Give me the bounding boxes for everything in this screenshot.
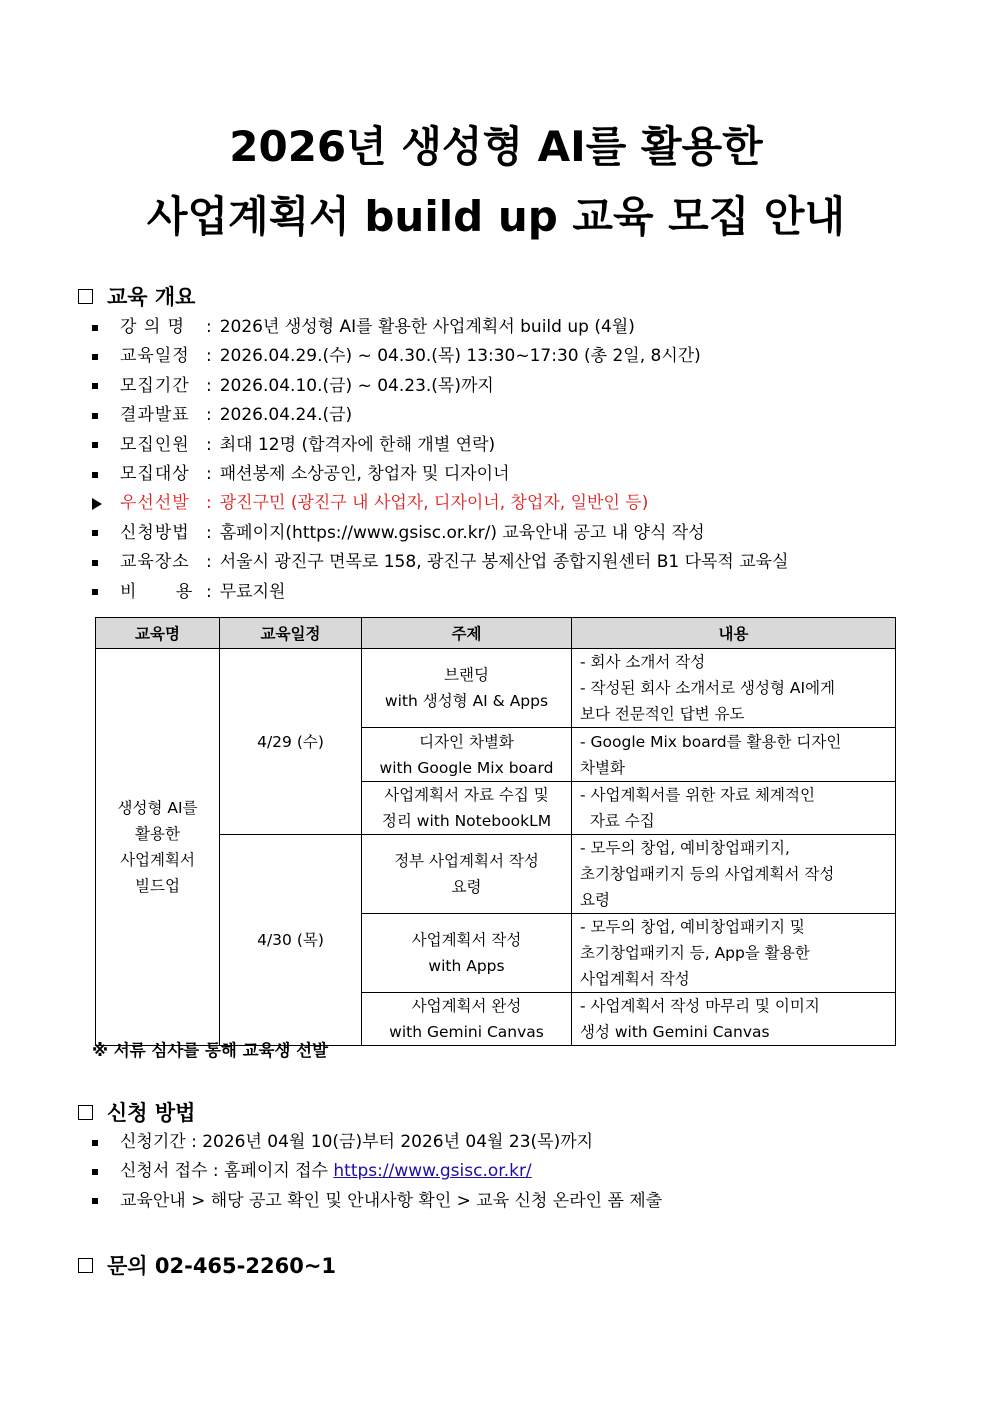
checkbox-square-icon	[78, 1258, 93, 1273]
overview-list	[90, 313, 789, 607]
item-value: 광진구민 (광진구 내 사업자, 디자이너, 창업자, 일반인 등)	[219, 493, 649, 514]
column-header: 내용	[572, 618, 896, 649]
date-cell: 4/29 (수)	[220, 649, 362, 835]
section-title: 신청 방법	[107, 1101, 196, 1125]
bullet-icon	[92, 1169, 98, 1175]
date-cell: 4/30 (목)	[220, 835, 362, 1046]
item-label: 신청방법	[120, 522, 190, 543]
list-item: 모집기간 : 2026.04.10.(금) ~ 04.23.(목)까지	[90, 372, 789, 401]
item-label: 모집인원	[120, 434, 190, 455]
bullet-icon	[92, 1198, 98, 1204]
content-cell: - 회사 소개서 작성 - 작성된 회사 소개서로 생성형 AI에게 보다 전문적인 답변 유도	[572, 649, 896, 728]
topic-cell: 사업계획서 작성 with Apps	[362, 914, 572, 993]
topic-cell: 브랜딩 with 생성형 AI & Apps	[362, 649, 572, 728]
item-label: 모집대상	[120, 463, 190, 484]
content-cell: - Google Mix board를 활용한 디자인 차별화	[572, 728, 896, 782]
bullet-icon	[92, 530, 98, 536]
list-item-priority: 우선선발 : 광진구민 (광진구 내 사업자, 디자이너, 창업자, 일반인 등)	[90, 489, 789, 518]
item-label: 비 용	[120, 581, 194, 602]
bullet-icon	[92, 442, 98, 448]
item-value: 2026.04.29.(수) ~ 04.30.(목) 13:30~17:30 (총 2일, 8시간)	[219, 346, 701, 367]
table-row	[96, 649, 896, 728]
section-contact-heading	[78, 1250, 336, 1280]
content-cell: - 사업계획서 작성 마무리 및 이미지 생성 with Gemini Canvas	[572, 993, 896, 1046]
item-label: 우선선발	[120, 493, 190, 514]
item-value: 2026년 생성형 AI를 활용한 사업계획서 build up (4월)	[219, 317, 635, 337]
checkbox-square-icon	[78, 1105, 93, 1120]
item-label: 강 의 명	[120, 317, 186, 337]
item-value: 패션봉제 소상공인, 창업자 및 디자이너	[219, 463, 510, 484]
item-label: 교육일정	[120, 346, 190, 367]
list-item: 교육장소 : 서울시 광진구 면목로 158, 광진구 봉제산업 종합지원센터 B1 다목적 교육실	[90, 548, 789, 577]
content-cell: - 모두의 창업, 예비창업패키지 및 초기창업패키지 등, App을 활용한 사업계획서 작성	[572, 914, 896, 993]
bullet-icon	[92, 383, 98, 389]
item-value: 서울시 광진구 면목로 158, 광진구 봉제산업 종합지원센터 B1 다목적 교육실	[219, 552, 789, 573]
item-value: 2026.04.24.(금)	[219, 405, 353, 426]
list-item: 모집대상 : 패션봉제 소상공인, 창업자 및 디자이너	[90, 460, 789, 489]
section-title: 교육 개요	[107, 285, 196, 309]
bullet-icon	[92, 589, 98, 595]
column-header: 교육명	[96, 618, 220, 649]
list-item: 교육일정 : 2026.04.29.(수) ~ 04.30.(목) 13:30~17:30 (총 2일, 8시간)	[90, 342, 789, 371]
list-item: 비 용 : 무료지원	[90, 578, 789, 607]
title-line-1: 2026년 생성형 AI를 활용한	[229, 122, 763, 171]
topic-cell: 정부 사업계획서 작성 요령	[362, 835, 572, 914]
content-cell: - 사업계획서를 위한 자료 체계적인 자료 수집	[572, 782, 896, 835]
topic-cell: 디자인 차별화 with Google Mix board	[362, 728, 572, 782]
section-apply-heading	[78, 1097, 195, 1127]
selection-note: ※ 서류 심사를 통해 교육생 선발	[92, 1041, 329, 1060]
page-title	[0, 112, 992, 252]
list-item: 교육안내 > 해당 공고 확인 및 안내사항 확인 > 교육 신청 온라인 폼 제출	[90, 1187, 662, 1216]
column-header: 교육일정	[220, 618, 362, 649]
course-name-cell: 생성형 AI를 활용한 사업계획서 빌드업	[96, 649, 220, 1046]
homepage-link[interactable]: https://www.gsisc.or.kr/	[333, 1161, 532, 1182]
item-value: 무료지원	[219, 581, 286, 602]
item-label: 모집기간	[120, 375, 190, 396]
bullet-icon	[92, 354, 98, 360]
bullet-icon	[92, 560, 98, 566]
schedule-table	[95, 617, 896, 1046]
bullet-icon	[92, 325, 98, 331]
column-header: 주제	[362, 618, 572, 649]
title-line-2: 사업계획서 build up 교육 모집 안내	[146, 192, 846, 241]
list-item: 신청기간 : 2026년 04월 10(금)부터 2026년 04월 23(목)까지	[90, 1128, 662, 1157]
topic-cell: 사업계획서 완성 with Gemini Canvas	[362, 993, 572, 1046]
bullet-icon	[92, 413, 98, 419]
arrow-right-icon	[92, 498, 102, 510]
topic-cell: 사업계획서 자료 수집 및 정리 with NotebookLM	[362, 782, 572, 835]
list-item: 모집인원 : 최대 12명 (합격자에 한해 개별 연락)	[90, 431, 789, 460]
item-value: 2026.04.10.(금) ~ 04.23.(목)까지	[219, 375, 494, 396]
table-header-row	[96, 618, 896, 649]
content-cell: - 모두의 창업, 예비창업패키지, 초기창업패키지 등의 사업계획서 작성 요령	[572, 835, 896, 914]
contact-info: 문의 02-465-2260~1	[107, 1254, 337, 1278]
apply-list	[90, 1128, 662, 1216]
list-item: 강 의 명 : 2026년 생성형 AI를 활용한 사업계획서 build up (4월)	[90, 313, 789, 342]
checkbox-square-icon	[78, 289, 93, 304]
bullet-icon	[92, 1140, 98, 1146]
section-overview-heading	[78, 281, 195, 311]
list-item: 신청방법 : 홈페이지(https://www.gsisc.or.kr/) 교육안내 공고 내 양식 작성	[90, 519, 789, 548]
list-item: 신청서 접수 : 홈페이지 접수 https://www.gsisc.or.kr/	[90, 1157, 662, 1186]
item-value: 최대 12명 (합격자에 한해 개별 연락)	[219, 434, 496, 455]
item-label: 교육장소	[120, 552, 190, 573]
list-item: 결과발표 : 2026.04.24.(금)	[90, 401, 789, 430]
item-value: 홈페이지(https://www.gsisc.or.kr/) 교육안내 공고 내 양식 작성	[219, 522, 705, 543]
bullet-icon	[92, 472, 98, 478]
item-label: 결과발표	[120, 405, 190, 426]
